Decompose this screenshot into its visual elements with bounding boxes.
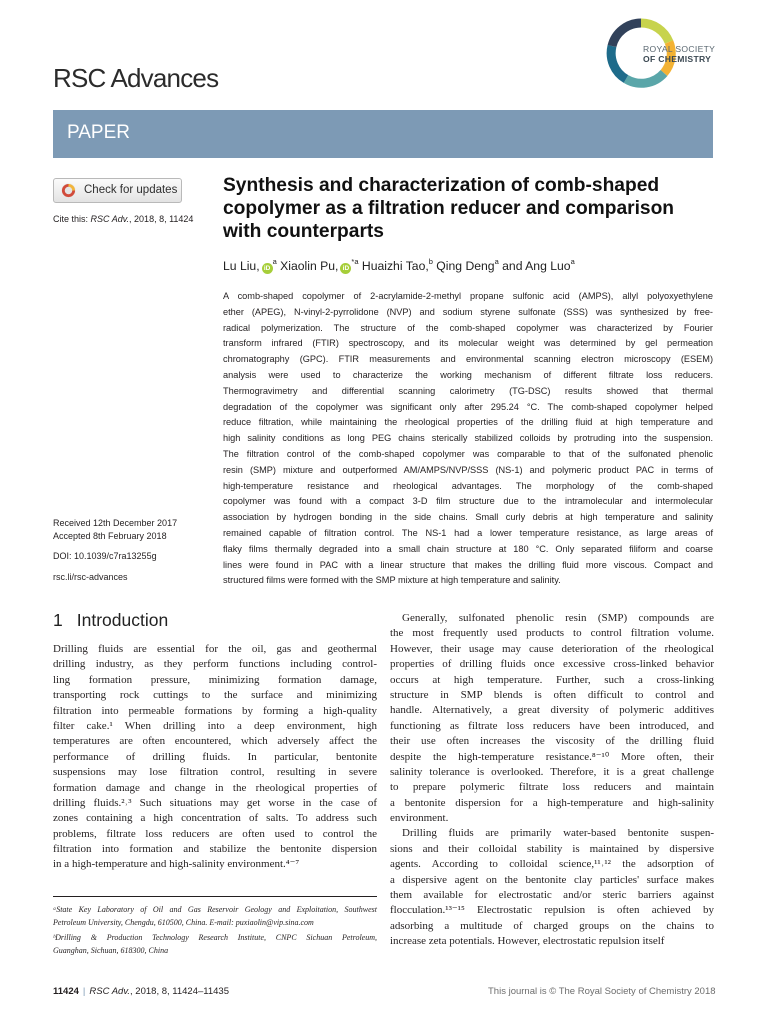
footnote-line: ᵃState Key Laboratory of Oil and Gas Reservoir Geology and Exploitation, Southwest — [53, 905, 377, 914]
paragraph-line: filtration into formation and stabilize the bentonite dispersion — [53, 843, 377, 856]
abstract-line: chromatography (GPC). FTIR measurements and environmental scanning electron microscopy (ESEM) — [223, 354, 713, 365]
paragraph-line: transporting rock cuttings to the surface and minimizing — [53, 689, 377, 702]
footer-journal: RSC Adv. — [89, 986, 131, 997]
journal-name: RSC Advances — [53, 63, 219, 93]
paragraph-line: to prepare polymeric filtrate loss reducers and maintain — [390, 781, 714, 794]
paragraph-line: a bentonite dispersion for a high-temperature and high-salinity — [390, 796, 714, 809]
abstract-line: high salinity conditions as long PEG chains sterically stabilized colloids by protruding into the suspension. — [223, 433, 713, 444]
citation — [53, 214, 193, 224]
article-type-banner: PAPER — [53, 110, 713, 158]
paragraph-line: ling formation pressure, minimizing formation damage, — [53, 673, 377, 686]
page-footer-citation — [53, 986, 229, 997]
abstract — [223, 289, 713, 589]
journal-url[interactable]: rsc.li/rsc-advances — [53, 572, 128, 582]
abstract-line: remained capable of filtration control. The NS-1 had a lower temperature resistance, as large areas of — [223, 527, 713, 538]
page-number: 11424 — [53, 986, 79, 997]
paragraph-line: Drilling fluids are primarily water-based bentonite suspen- — [402, 827, 714, 840]
abstract-line: resin (SMP) mixture and outperformed AM/AMPS/NVP/SSS (NS-1) and polymeric product PAC in terms of — [223, 464, 713, 475]
copyright: This journal is © The Royal Society of Chemistry 2018 — [488, 986, 716, 997]
author-name[interactable]: Huaizhi Tao, — [358, 259, 429, 273]
abstract-line: association by hydrogen bonding in the side chains. Small curly debris at high temperature and salinity — [223, 512, 713, 523]
footnote-divider — [53, 896, 377, 897]
abstract-line: ether (APEG), N-vinyl-2-pyrrolidone (NVP) and sodium styrene sulfonate (SSS) was synthesized by free- — [223, 306, 713, 317]
abstract-line: reduce filtration, while maintaining the rheological properties of the drilling fluid at high temperature and — [223, 417, 713, 428]
logo-line-1: ROYAL SOCIETY — [643, 44, 716, 54]
check-for-updates-label: Check for updates — [84, 184, 178, 196]
abstract-line: analysis were used to characterize the working mechanism of different filtrate loss reducers. — [223, 369, 713, 380]
footnote-line: Guanghan, Sichuan, 618300, China — [53, 946, 169, 955]
paragraph-line: functioning as filtrate loss reducers have been introduced, and — [390, 719, 714, 732]
section-number: 1 — [53, 610, 63, 630]
paragraph-line: zones containing a high concentration of salts. To address such — [53, 812, 377, 825]
paragraph-line: suspensions may lose filtration control, resulting in severe — [53, 766, 377, 779]
paragraph-line: filter cake.¹ When drilling into a deep environment, high — [53, 719, 377, 732]
paragraph-line: Generally, sulfonated phenolic resin (SMP) compounds are — [402, 612, 714, 624]
paragraph-line: the most frequently used products to control filtration volume. — [390, 627, 714, 640]
paragraph-line: in a high-temperature and high-salinity environment.⁴⁻⁷ — [53, 858, 300, 871]
title-line: copolymer as a filtration reducer and comparison — [223, 198, 675, 219]
abstract-line: copolymer was found with a compact 3-D film structure due to the intramolecular and intermolecular — [223, 496, 713, 507]
footnote-a — [53, 903, 377, 929]
author-name[interactable]: and Ang Luo — [498, 259, 571, 273]
check-updates-icon — [61, 183, 76, 198]
paragraph-line: increase zeta potentials. However, electrostatic repulsion itself — [390, 935, 665, 948]
abstract-line: degradation of the copolymer was significant only after 295.24 °C. The comb-shaped copolymer helped — [223, 401, 713, 412]
title-line: Synthesis and characterization of comb-shaped — [223, 175, 660, 196]
footnote-line: ᵇDrilling & Production Technology Research Institute, CNPC Sichuan Petroleum, — [53, 933, 377, 942]
logo-line-2: OF CHEMISTRY — [643, 54, 712, 64]
orcid-icon[interactable]: iD — [340, 263, 351, 274]
paragraph-line: structure in SMP blends is often difficult to control and — [390, 688, 714, 701]
paragraph-line: problems, filtrate loss reducers are often used to control the — [53, 827, 377, 840]
check-for-updates-button[interactable] — [53, 178, 182, 203]
paragraph-line: occurs at high temperature. Further, such a cross-linking — [390, 673, 714, 686]
author-affiliation: a — [494, 257, 499, 266]
paragraph-line: them available for electrostatic and/or steric barriers against — [390, 889, 714, 902]
paragraph-line: environment. — [390, 812, 449, 825]
cite-details: , 2018, 8, 11424 — [129, 214, 194, 224]
body-column-right — [390, 611, 714, 950]
received-date: Received 12th December 2017 — [53, 518, 178, 528]
author-affiliation: a — [272, 257, 277, 266]
article-title — [223, 174, 723, 243]
title-line: with counterparts — [223, 221, 384, 242]
author-name[interactable]: Lu Liu, — [223, 259, 260, 273]
accepted-date: Accepted 8th February 2018 — [53, 531, 167, 541]
cite-journal: RSC Adv. — [90, 214, 130, 224]
abstract-line: radical polymerization. The structure of the comb-shaped copolymer was characterized by Fourier — [223, 322, 713, 333]
paragraph-line: formation damage and change in the rheological properties of — [53, 781, 377, 794]
abstract-line: flaky films thermally degraded into a small chain structure at 180 °C. Only separated filiform and coarse — [223, 543, 713, 554]
paragraph-line: handle. Alternatively, a great diversity of polymeric additives — [390, 704, 714, 717]
paragraph-line: adsorbing a multitude of charged groups on the chains to — [390, 919, 714, 932]
paragraph-line: flocculation.¹³⁻¹⁵ Electrostatic repulsion is often achieved by — [390, 904, 714, 917]
author-affiliation: a — [570, 257, 575, 266]
abstract-line: The filtration control of the comb-shaped copolymer was comparable to that of the sulfonated phenolic — [223, 448, 713, 459]
paragraph-line: Drilling fluids are essential for the oil, gas and geothermal — [53, 643, 377, 655]
author-affiliation: b — [428, 257, 433, 266]
section-heading — [53, 610, 168, 631]
orcid-icon[interactable]: iD — [262, 263, 273, 274]
abstract-line: transform infrared (FTIR) spectroscopy, and its molecular weight was determined by gel permeation — [223, 338, 713, 349]
paragraph-line: filtration into permeable formations by forming a high-quality — [53, 704, 377, 717]
author-name[interactable]: Xiaolin Pu, — [276, 259, 339, 273]
footer-separator: | — [82, 986, 86, 997]
abstract-line: A comb-shaped copolymer of 2-acrylamide-2-methyl propane sulfonic acid (AMPS), allyl polyoxyethylene — [223, 291, 713, 301]
abstract-line: high-temperature resistance and rheological advantages. The morphology of the comb-shaped — [223, 480, 713, 491]
paragraph-line: drilling fluids.²˒³ Such situations may get worse in the case of — [53, 796, 377, 809]
doi[interactable]: DOI: 10.1039/c7ra13255g — [53, 551, 157, 561]
paragraph-line: their use often increases the viscosity of the drilling fluid — [390, 735, 714, 748]
author-list — [223, 257, 575, 274]
paragraph-line: performance of drilling fluids. In particular, bentonite — [53, 750, 377, 763]
cite-prefix: Cite this: — [53, 214, 89, 224]
paragraph-line: salinity tolerance is overlooked. Therefore, it is a great challenge — [390, 765, 714, 778]
footnote-line: Petroleum University, Chengdu, 610500, China. E-mail: puxiaolin@vip.sina.com — [53, 918, 314, 927]
abstract-line: lines were found in PAC with a linear structure that makes the drilling fluid more viscous. Compact and — [223, 559, 713, 570]
paragraph-line: temperatures are often encountered, which adversely affect the — [53, 735, 377, 748]
footnote-b — [53, 931, 377, 957]
abstract-line: structured films were formed with the SMP mixture at high temperature and salinity. — [223, 575, 561, 586]
author-name[interactable]: Qing Deng — [432, 259, 495, 273]
abstract-line: Thermogravimetry and differential scanning calorimetry (TG-DSC) results showed that thermal — [223, 385, 713, 396]
footer-details: , 2018, 8, 11424–11435 — [130, 986, 229, 997]
section-title: Introduction — [76, 610, 169, 630]
paragraph-line: despite the high-temperature resistance.⁸⁻¹⁰ More often, their — [390, 750, 714, 763]
paragraph-line: a dispersive agent on the bentonite clay particles' surface makes — [390, 873, 714, 886]
rsc-logo-text — [643, 44, 715, 64]
paragraph-line: However, their usage may cause deterioration of the rheological — [390, 642, 714, 655]
paragraph-line: sions and their colloidal stability is maintained by dispersive — [390, 842, 714, 855]
paragraph-line: agents. According to colloidal science,¹¹˒¹² the adsorption of — [390, 858, 714, 871]
paragraph-line: properties of drilling fluids once excessive cross-linked behavior — [390, 658, 714, 671]
paragraph-line: drilling industry, as they perform functions including control- — [53, 658, 377, 671]
body-column-left — [53, 642, 377, 873]
author-affiliation: *a — [351, 257, 359, 266]
